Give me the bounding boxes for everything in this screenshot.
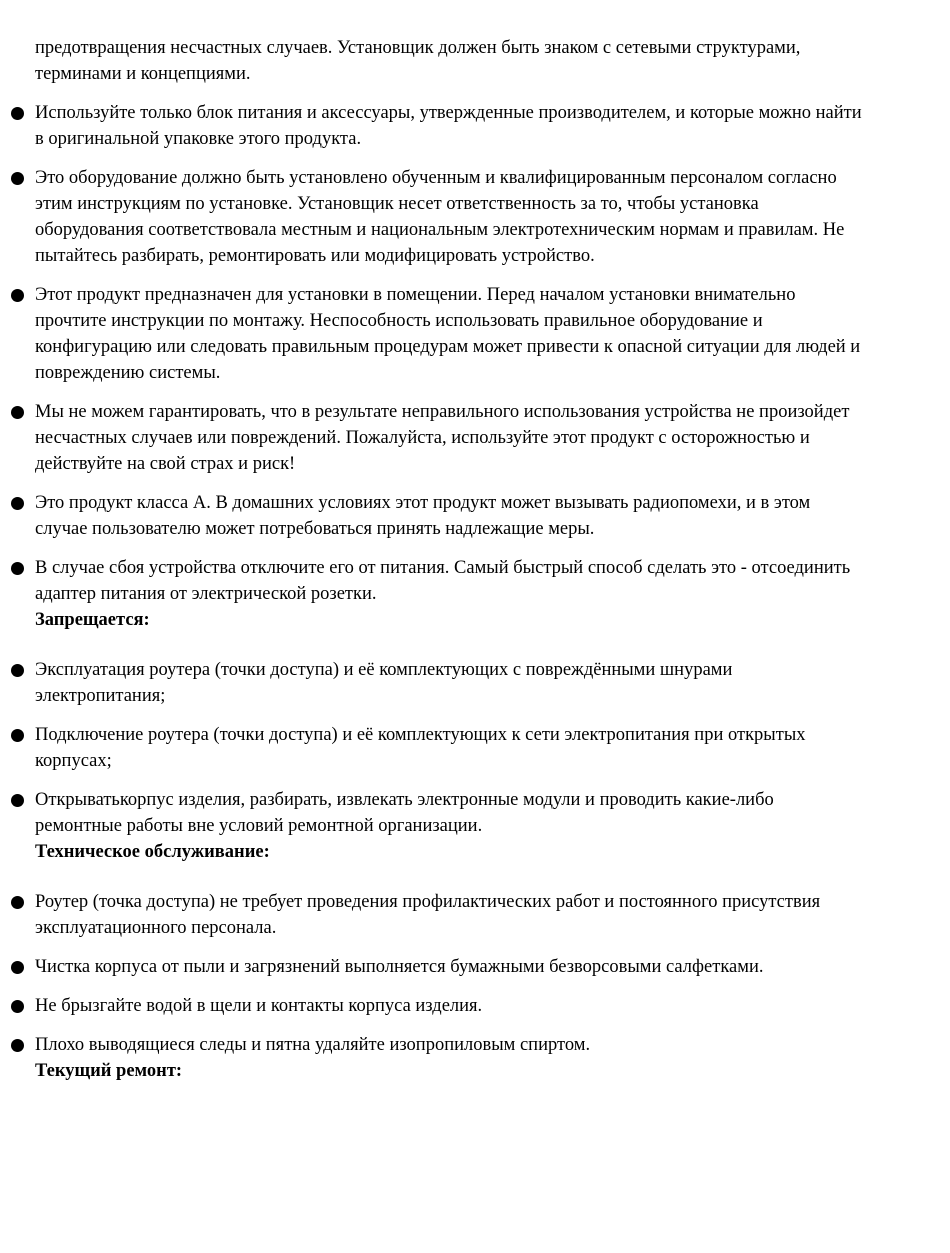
list-item-text: Мы не можем гарантировать, что в результате неправильного использования устройства не произойдет несчастных случаев или повреждений. Пожалуйста, используйте этот продукт с осторожностью и действуйте на свой страх и риск!: [35, 402, 850, 474]
bullet-icon: [11, 729, 24, 742]
list-item-text: В случае сбоя устройства отключите его от питания. Самый быстрый способ сделать это - отсоединить адаптер питания от электрической розетки.: [35, 558, 851, 604]
list-item: [35, 657, 865, 709]
bullet-icon: [11, 107, 24, 120]
bullet-icon: [11, 664, 24, 677]
list-item-text: Открыватькорпус изделия, разбирать, извлекать электронные модули и проводить какие-либо ремонтные работы вне условий ремонтной организации.: [35, 790, 774, 836]
bullet-icon: [11, 1000, 24, 1013]
bullet-icon: [11, 896, 24, 909]
bullet-icon: [11, 289, 24, 302]
intro-paragraph: предотвращения несчастных случаев. Установщик должен быть знаком с сетевыми структурами, терминами и концепциями.: [35, 38, 801, 84]
list-item: [35, 787, 865, 839]
list-item: [35, 954, 865, 980]
list-item: [35, 722, 865, 774]
prohibited-heading: Запрещается:: [35, 610, 150, 630]
list-item-text: Плохо выводящиеся следы и пятна удаляйте изопропиловым спиртом.: [35, 1035, 591, 1055]
prohibited-list: [0, 657, 950, 839]
list-item-text: Это оборудование должно быть установлено обученным и квалифицированным персоналом согласно этим инструкциям по установке. Установщик несет ответственность за то, чтобы установка оборудования соответствовала местным и национальным электротехническим нормам и правилам. Не пытайтесь разбирать, ремонтировать или модифицировать устройство.: [35, 168, 845, 266]
list-item-text: Используйте только блок питания и аксессуары, утвержденные производителем, и которые можно найти в оригинальной упаковке этого продукта.: [35, 103, 862, 149]
list-item: [35, 399, 865, 477]
repair-heading: Текущий ремонт:: [35, 1061, 183, 1081]
list-item: [35, 490, 865, 542]
list-item: [35, 993, 865, 1019]
list-item-text: Роутер (точка доступа) не требует проведения профилактических работ и постоянного присутствия эксплуатационного персонала.: [35, 892, 821, 938]
list-item-text: Подключение роутера (точки доступа) и её комплектующих к сети электропитания при открытых корпусах;: [35, 725, 806, 771]
bullet-icon: [11, 1039, 24, 1052]
list-item: [35, 165, 865, 269]
safety-list: [0, 100, 950, 607]
bullet-icon: [11, 172, 24, 185]
list-item-text: Чистка корпуса от пыли и загрязнений выполняется бумажными безворсовыми салфетками.: [35, 957, 764, 977]
bullet-icon: [11, 497, 24, 510]
list-item: [35, 1032, 865, 1058]
list-item-text: Этот продукт предназначен для установки в помещении. Перед началом установки внимательно прочтите инструкции по монтажу. Неспособность использовать правильное оборудование и конфигурацию или следовать правильным процедурам может привести к опасной ситуации для людей и повреждению системы.: [35, 285, 861, 383]
bullet-icon: [11, 794, 24, 807]
list-item-text: Не брызгайте водой в щели и контакты корпуса изделия.: [35, 996, 483, 1016]
list-item-text: Эксплуатация роутера (точки доступа) и её комплектующих с повреждёнными шнурами электропитания;: [35, 660, 733, 706]
maintenance-list: [0, 889, 950, 1058]
list-item: [35, 555, 865, 607]
maintenance-heading: Техническое обслуживание:: [35, 842, 270, 862]
list-item-text: Это продукт класса A. В домашних условиях этот продукт может вызывать радиопомехи, и в этом случае пользователю может потребоваться принять надлежащие меры.: [35, 493, 811, 539]
list-item: [35, 100, 865, 152]
list-item: [35, 282, 865, 386]
bullet-icon: [11, 961, 24, 974]
list-item: [35, 889, 865, 941]
bullet-icon: [11, 406, 24, 419]
bullet-icon: [11, 562, 24, 575]
